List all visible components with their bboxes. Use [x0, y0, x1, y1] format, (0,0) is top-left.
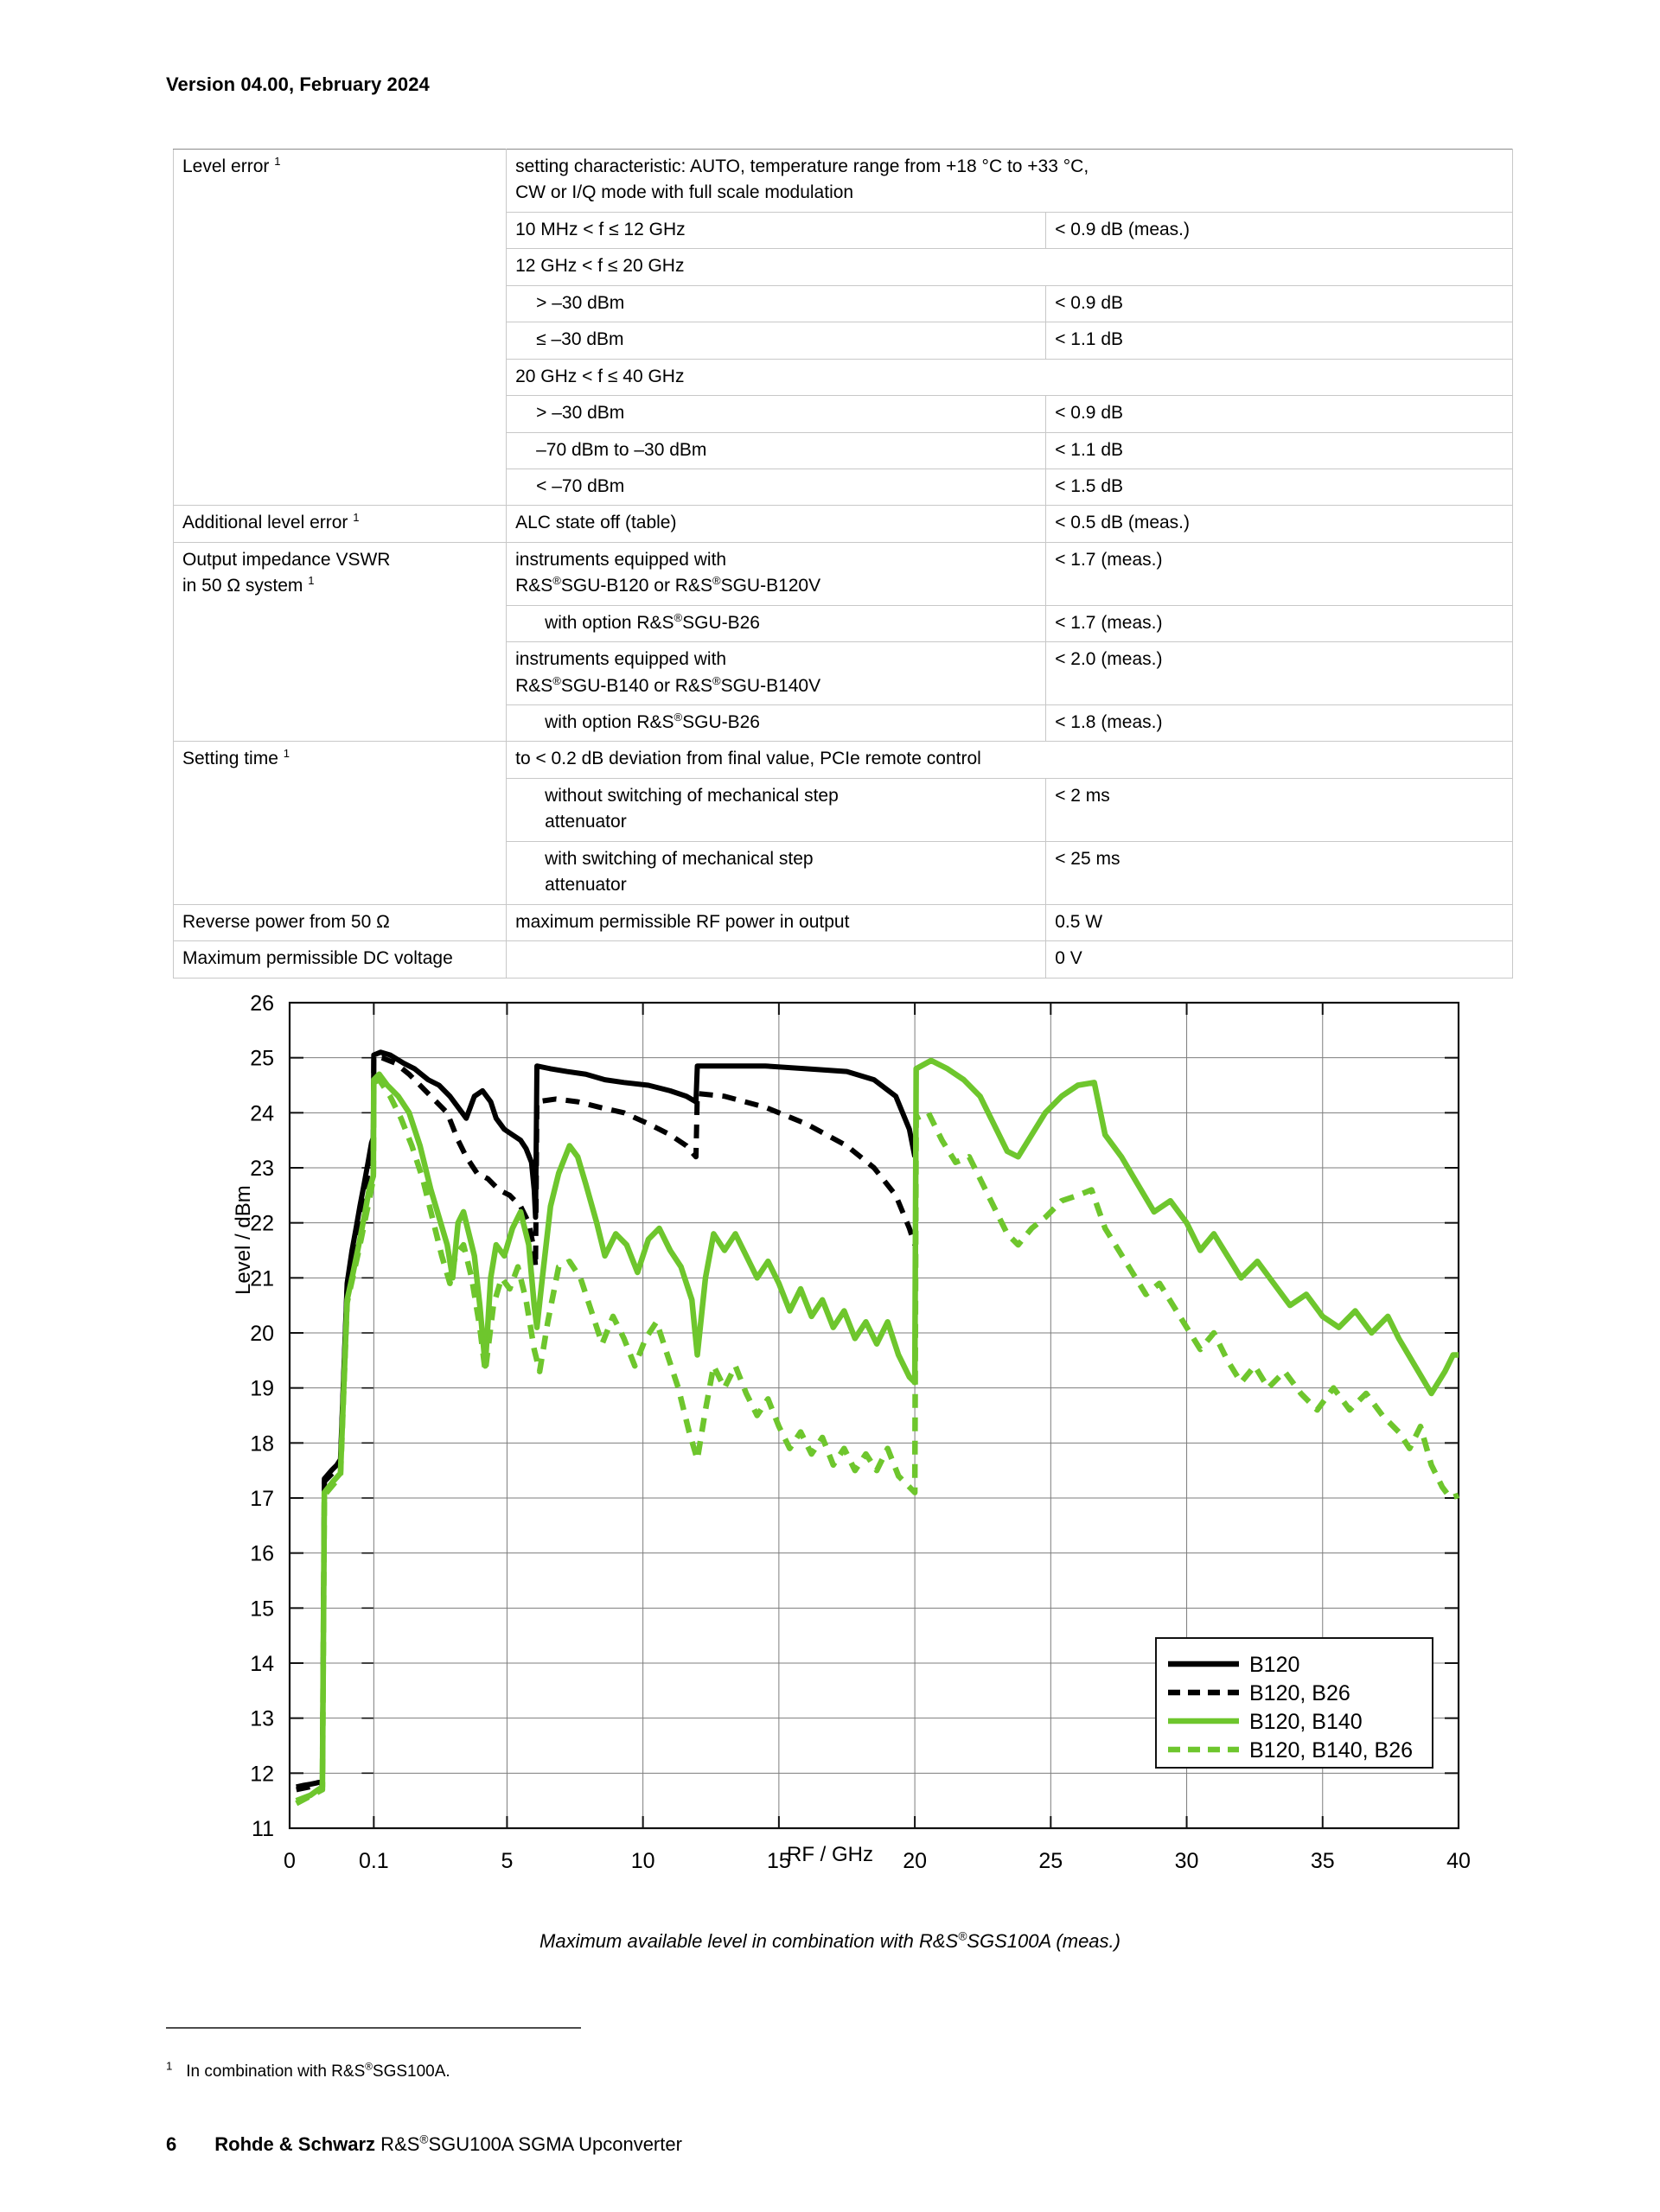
footer-product-a: R&S	[375, 2133, 420, 2155]
y-tick-label: 22	[250, 1211, 274, 1236]
cell-val-vswr-b140: < 2.0 (meas.)	[1046, 642, 1513, 705]
cell-param-reverse-power: Reverse power from 50 Ω	[174, 904, 507, 940]
y-tick-label: 23	[250, 1157, 274, 1181]
y-tick-label: 20	[250, 1322, 274, 1346]
max-level-chart	[0, 951, 1660, 1884]
cell-cond-setting-time-header: to < 0.2 dB deviation from final value, PCIe remote control	[507, 742, 1513, 778]
version-line: Version 04.00, February 2024	[166, 73, 430, 95]
y-tick-label: 21	[250, 1266, 274, 1291]
y-tick-label: 11	[252, 1817, 274, 1841]
footnote-separator	[166, 2027, 581, 2029]
caption-text-a: Maximum available level in combination with R&S	[540, 1930, 959, 1952]
table-row	[174, 742, 1513, 778]
legend-label-3: B120, B140, B26	[1249, 1738, 1414, 1763]
footnote	[166, 2059, 450, 2081]
table-row	[174, 542, 1513, 605]
y-tick-label: 13	[250, 1706, 274, 1731]
cell-cond-le-minus30: ≤ –30 dBm	[507, 322, 1046, 359]
footnote-marker: 1	[166, 2059, 173, 2073]
x-tick-label: 0	[284, 1849, 296, 1873]
y-tick-label: 18	[250, 1431, 274, 1457]
registered-mark: ®	[552, 673, 561, 687]
x-tick-label: 30	[1174, 1849, 1199, 1873]
cell-val-without-switching: < 2 ms	[1046, 778, 1513, 841]
y-tick-label: 26	[250, 991, 274, 1016]
page-footer	[166, 2133, 682, 2156]
cell-val-lt-minus70: < 1.5 dB	[1046, 469, 1513, 505]
registered-mark: ®	[958, 1929, 967, 1943]
cell-param-max-dc-voltage: Maximum permissible DC voltage	[174, 941, 507, 978]
registered-mark: ®	[552, 574, 561, 588]
x-tick-label: 20	[903, 1849, 928, 1873]
cell-cond-with-option-b26-a: with option R&S®SGU-B26	[507, 605, 1046, 641]
x-tick-label: 0.1	[358, 1849, 389, 1873]
registered-mark: ®	[365, 2061, 373, 2073]
cell-val-le-minus30: < 1.1 dB	[1046, 322, 1513, 359]
footer-brand: Rohde & Schwarz	[214, 2133, 376, 2155]
cell-val-10mhz-12ghz: < 0.9 dB (meas.)	[1046, 212, 1513, 248]
registered-mark: ®	[419, 2132, 429, 2146]
caption-text-b: SGS100A (meas.)	[967, 1930, 1120, 1952]
y-tick-label: 17	[250, 1487, 274, 1511]
cell-val-with-switching: < 25 ms	[1046, 841, 1513, 904]
table-row	[174, 506, 1513, 542]
cell-val-reverse-power: 0.5 W	[1046, 904, 1513, 940]
cell-param-additional-level-error: Additional level error $^1$	[174, 506, 507, 542]
cell-cond-instruments-b120: instruments equipped with R&S®SGU-B120 or R&S®SGU-B120V	[507, 542, 1046, 605]
table-row	[174, 904, 1513, 940]
footnote-ref: 1	[274, 155, 281, 168]
cell-cond-minus70-to-minus30: –70 dBm to –30 dBm	[507, 432, 1046, 469]
cell-cond-gt-minus30-a: > –30 dBm	[507, 285, 1046, 322]
y-tick-label: 12	[250, 1762, 274, 1787]
footnote-ref: 1	[308, 574, 315, 588]
registered-mark: ®	[674, 711, 683, 724]
footer-product-b: SGU100A SGMA Upconverter	[428, 2133, 682, 2155]
cell-val-gt-minus30-a: < 0.9 dB	[1046, 285, 1513, 322]
cell-val-max-dc-voltage: 0 V	[1046, 941, 1513, 978]
y-tick-label: 14	[250, 1652, 274, 1676]
cell-cond-instruments-b140: instruments equipped with R&S®SGU-B140 or R&S®SGU-B140V	[507, 642, 1046, 705]
registered-mark: ®	[712, 574, 721, 588]
cell-cond-setting-characteristic: setting characteristic: AUTO, temperature range from +18 °C to +33 °C, CW or I/Q mode with full scale modulation	[507, 150, 1513, 213]
y-tick-label: 16	[250, 1541, 274, 1566]
x-tick-label: 15	[766, 1849, 791, 1873]
x-tick-label: 5	[501, 1849, 514, 1873]
cell-param-level-error: Level error $^1$	[174, 150, 507, 506]
cell-val-vswr-b120: < 1.7 (meas.)	[1046, 542, 1513, 605]
x-tick-label: 40	[1446, 1849, 1471, 1873]
cell-val-vswr-b140-b26: < 1.8 (meas.)	[1046, 705, 1513, 742]
x-tick-label: 10	[630, 1849, 655, 1873]
y-tick-label: 15	[250, 1597, 274, 1622]
cell-val-minus70-to-minus30: < 1.1 dB	[1046, 432, 1513, 469]
footnote-ref: 1	[283, 747, 290, 761]
x-tick-label: 25	[1038, 1849, 1063, 1873]
y-tick-label: 24	[250, 1101, 274, 1126]
y-tick-label: 19	[250, 1376, 274, 1401]
cell-param-setting-time: Setting time $^1$	[174, 742, 507, 904]
footnote-ref: 1	[353, 511, 360, 525]
specifications-table	[173, 149, 1513, 979]
cell-cond-10mhz-12ghz: 10 MHz < f ≤ 12 GHz	[507, 212, 1046, 248]
cell-val-gt-minus30-b: < 0.9 dB	[1046, 396, 1513, 432]
footnote-text-b: SGS100A.	[372, 2062, 450, 2081]
figure-caption	[0, 1930, 1660, 1953]
cell-cond-gt-minus30-b: > –30 dBm	[507, 396, 1046, 432]
cell-val-vswr-b120-b26: < 1.7 (meas.)	[1046, 605, 1513, 641]
page-number: 6	[166, 2133, 177, 2155]
footnote-text-a: In combination with R&S	[186, 2062, 366, 2081]
legend-label-2: B120, B140	[1249, 1710, 1363, 1734]
y-tick-label: 25	[250, 1046, 274, 1071]
legend-label-0: B120	[1249, 1653, 1300, 1677]
cell-cond-lt-minus70: < –70 dBm	[507, 469, 1046, 505]
registered-mark: ®	[674, 610, 683, 624]
cell-cond-with-switching: with switching of mechanical step attenuator	[507, 841, 1046, 904]
chart-y-axis-label: Level / dBm	[232, 1185, 255, 1295]
cell-cond-without-switching: without switching of mechanical step attenuator	[507, 778, 1046, 841]
x-tick-label: 35	[1310, 1849, 1335, 1873]
registered-mark: ®	[712, 673, 721, 687]
table-row	[174, 150, 1513, 213]
chart-series-b120	[297, 1052, 915, 1787]
cell-cond-with-option-b26-b: with option R&S®SGU-B26	[507, 705, 1046, 742]
cell-param-output-impedance-vswr: Output impedance VSWR in 50 Ω system $^1$	[174, 542, 507, 742]
cell-cond-12-20ghz: 12 GHz < f ≤ 20 GHz	[507, 249, 1513, 285]
legend-label-1: B120, B26	[1249, 1681, 1350, 1705]
cell-cond-reverse-power: maximum permissible RF power in output	[507, 904, 1046, 940]
chart-x-axis-label: RF / GHz	[787, 1843, 873, 1866]
cell-val-alc-state-off: < 0.5 dB (meas.)	[1046, 506, 1513, 542]
cell-cond-alc-state-off: ALC state off (table)	[507, 506, 1046, 542]
cell-cond-20-40ghz: 20 GHz < f ≤ 40 GHz	[507, 359, 1513, 395]
chart-area	[0, 951, 1660, 1884]
